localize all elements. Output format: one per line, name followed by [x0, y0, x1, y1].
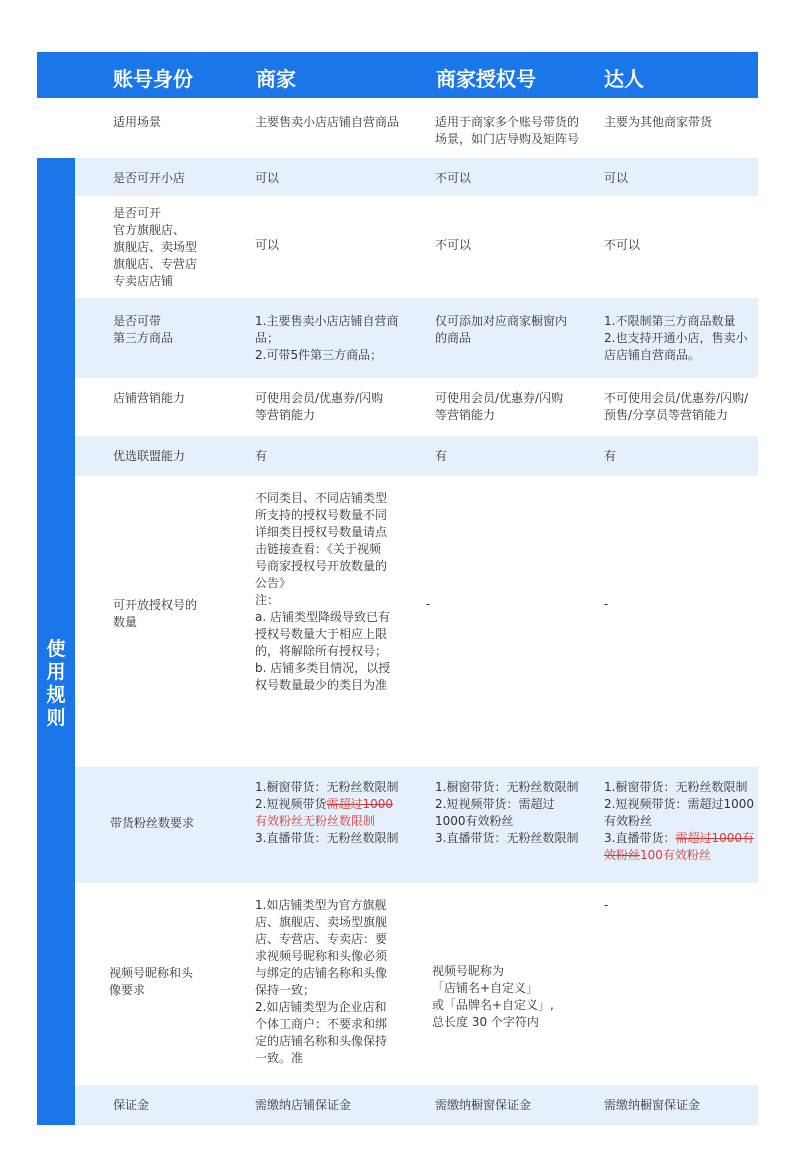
header-creator: 达人	[604, 67, 644, 91]
row-label: 保证金	[113, 1098, 150, 1112]
cell-creator: 1.不限制第三方商品数量 2.也支持开通小店，售卖小 店店铺自营商品。	[604, 314, 748, 362]
cell-merchant: 可以	[255, 238, 280, 252]
cell-merchant: 需缴纳店铺保证金	[255, 1098, 352, 1112]
table-row	[75, 1085, 758, 1125]
row-label: 是否可开小店	[113, 171, 186, 185]
header-account-identity: 账号身份	[113, 67, 193, 91]
table-row	[75, 98, 758, 158]
cell-merchant-auth: 视频号昵称为 「店铺名+自定义」 或「品牌名+自定义」, 总长度 30 个字符内	[432, 964, 554, 1029]
table-row	[75, 436, 758, 476]
row-label: 是否可开 官方旗舰店、 旗舰店、卖场型 旗舰店、专营店 专卖店店铺	[113, 206, 198, 288]
row-label: 视频号昵称和头 像要求	[109, 966, 194, 997]
sidebar-label: 使 用 规 则	[46, 638, 66, 729]
cell-merchant: 可以	[255, 171, 280, 185]
cell-merchant: 主要售卖小店店铺自营商品	[255, 115, 400, 129]
table-row	[75, 767, 758, 883]
cell-merchant: 1.主要售卖小店店铺自营商 品； 2.可带5件第三方商品；	[255, 314, 399, 362]
row-label: 是否可带 第三方商品	[113, 314, 174, 345]
row-label: 可开放授权号的 数量	[113, 598, 198, 629]
cell-merchant: 1.如店铺类型为官方旗舰 店、旗舰店、卖场型旗舰 店、专营店、专卖店：要 求视频号昵称和头像必须 与绑定的店铺名称和头像 保持一致； 2.如店铺类型为企业店和 个体工商户：不要求和绑 定的店铺名称和头像保持 一致。准	[255, 898, 388, 1065]
cell-merchant-auth: 可使用会员/优惠券/闪购 等营销能力	[435, 391, 564, 422]
cell-merchant-auth: 适用于商家多个账号带货的 场景，如门店导购及矩阵号	[435, 115, 580, 146]
cell-creator: 主要为其他商家带货	[604, 115, 713, 129]
cell-merchant: 有	[255, 449, 268, 463]
table-row	[75, 196, 758, 298]
cell-merchant-auth: 仅可添加对应商家橱窗内 的商品	[435, 314, 568, 345]
cell-creator: 1.橱窗带货：无粉丝数限制 2.短视频带货：需超过1000 有效粉丝 3.直播带货：需超过1000有 效粉丝100有效粉丝	[604, 780, 754, 862]
cell-creator: 可以	[604, 171, 629, 185]
header-merchant: 商家	[256, 67, 296, 91]
table-row	[75, 298, 758, 378]
cell-creator: -	[604, 898, 609, 912]
table-row	[75, 158, 758, 196]
row-label: 适用场景	[113, 115, 162, 129]
cell-merchant-auth: 需缴纳橱窗保证金	[435, 1098, 532, 1112]
cell-merchant-auth: 有	[435, 449, 448, 463]
cell-merchant-auth: 1.橱窗带货：无粉丝数限制 2.短视频带货：需超过 1000有效粉丝 3.直播带货：无粉丝数限制	[435, 780, 579, 845]
cell-merchant-auth: 不可以	[435, 171, 472, 185]
table-row	[75, 883, 758, 1085]
table-row	[75, 476, 758, 767]
cell-creator: 有	[604, 449, 617, 463]
cell-merchant: 可使用会员/优惠券/闪购 等营销能力	[255, 391, 384, 422]
cell-creator: 不可以	[604, 238, 641, 252]
row-label: 带货粉丝数要求	[110, 816, 195, 830]
row-label: 优选联盟能力	[113, 449, 186, 463]
cell-creator: 需缴纳橱窗保证金	[604, 1098, 701, 1112]
comparison-table	[37, 52, 758, 1125]
row-label: 店铺营销能力	[113, 391, 186, 405]
table-header	[37, 52, 758, 98]
cell-creator: -	[604, 597, 609, 611]
sidebar-usage-rules	[37, 158, 75, 1125]
table-row	[75, 378, 758, 436]
cell-merchant-auth: -	[426, 597, 431, 611]
cell-merchant-auth: 不可以	[435, 238, 472, 252]
cell-creator: 不可使用会员/优惠券/闪购/ 预售/分享员等营销能力	[604, 391, 749, 422]
cell-merchant: 不同类目、不同店铺类型 所支持的授权号数量不同 详细类目授权号数量请点 击链接查看：《关于视频 号商家授权号开放数量的 公告》 注： a. 店铺类型降级导致已有 授权号数量大于相应上限 的，将解除所有授权号； b. 店铺多类目情况，以授 权号数量最少的类目为准	[255, 491, 391, 692]
cell-merchant: 1.橱窗带货：无粉丝数限制 2.短视频带货需超过1000 有效粉丝无粉丝数限制 3.直播带货：无粉丝数限制	[255, 780, 399, 845]
header-merchant-auth: 商家授权号	[436, 67, 536, 91]
